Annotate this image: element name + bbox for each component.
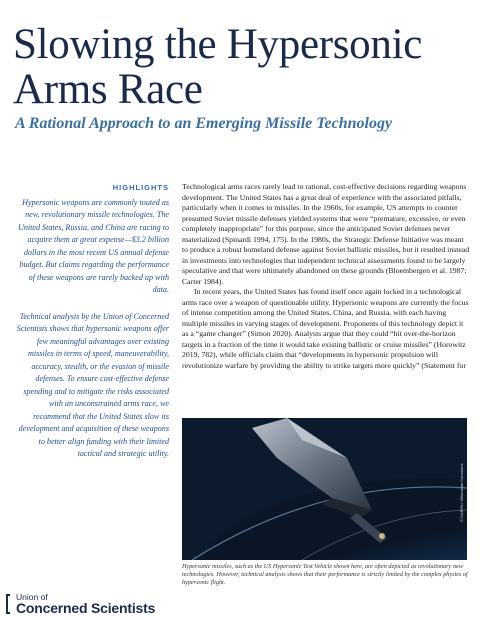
hypersonic-vehicle-photo xyxy=(182,418,467,560)
body-paragraph-2: In recent years, the United States has found itself once again locked in a technological arms race over a weapon of questionable utility. Hypersonic weapons are currently the focus of intense competition among the United States, China, and Russia, with each having multiple missiles in varying stages of development. Proponents of this technology depict it as a “game changer” (Simon 2020). Analysts argue that they could “hit over-the-horizon targets in a fraction of the time it would take existing ballistic or cruise missiles” (Horowitz 2019, 782), while officials claim that “developments in hypersonic propulsion will revolutionize warfare by providing the ability to strike targets more quickly” (Statement for xyxy=(182,287,469,370)
logo-bracket-mark xyxy=(6,594,10,614)
main-body-text xyxy=(182,182,470,371)
highlights-sidebar xyxy=(16,182,169,475)
logo-line-2: Concerned Scientists xyxy=(16,600,156,616)
highlights-paragraph-1: Hypersonic weapons are commonly touted as new, revolutionary missile technologies. The United States, Russia, and China are racing to acquire them at great expense—$3.2 billion dollars in the most recent US annual defense budget. But claims regarding the performance of these weapons are rarely backed up with data. xyxy=(17,197,169,294)
highlights-paragraph-2: Technical analysis by the Union of Concerned Scientists shows that hypersonic weapons offer few meaningful advantages over existing missiles in terms of speed, maneuverability, accuracy, stealth, or the evasion of missile defenses. To ensure cost-effective defense spending and to mitigate the risks associated with an unconstrained arms race, we recommend that the United States slow its development and acquisition of these weapons to better align funding with their limited tactical and strategic utility. xyxy=(16,311,169,458)
body-paragraph-1: Technological arms races rarely lead to rational, cost-effective decisions regarding weapons development. The United States has a great deal of experience with the associated pitfalls, particularly when it comes to missiles. In the 1960s, for example, US attempts to counter presumed Soviet missile defenses yielded systems that were “premature, excessive, or even completely inappropriate” for this purpose, since the anticipated Soviet defenses never materialized (Spinardi 1994, 175). In the 1980s, the Strategic Defense Initiative was meant to produce a robust homeland defense against Soviet ballistic missiles, but it resulted instead in investments into technologies that independent technical assessments found to be largely speculative and that were ultimately abandoned on these grounds (Bloembergen et al. 1987; Carter 1984). xyxy=(182,182,470,286)
photo-credit: © DARPA / Wikimedia Commons xyxy=(459,463,464,522)
page-subtitle: A Rational Approach to an Emerging Missile Technology xyxy=(15,115,393,132)
photo-caption: Hypersonic missiles, such as the US Hypersonic Test Vehicle shown here, are often depicted as revolutionary new technologies. However, technical analysis shows that their performance is strictly limited by the complex physics of hypersonic flight. xyxy=(182,563,468,586)
ucs-logo xyxy=(6,580,176,614)
hypersonic-vehicle-illustration xyxy=(182,418,467,560)
logo-line-1: Union of xyxy=(16,592,48,602)
page-title: Slowing the Hypersonic Arms Race xyxy=(13,21,423,113)
highlights-heading: HIGHLIGHTS xyxy=(112,183,169,192)
